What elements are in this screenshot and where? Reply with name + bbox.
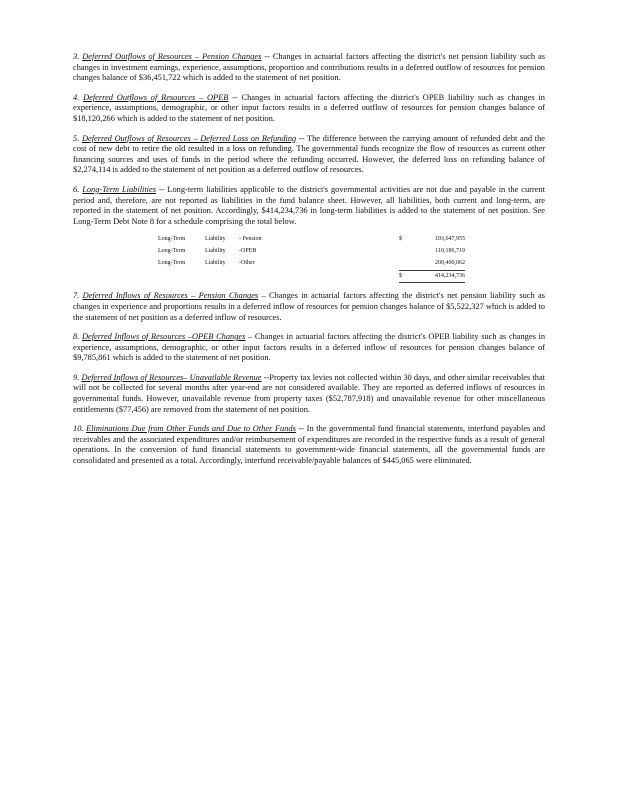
schedule-label: Long-Term <box>158 236 186 243</box>
note-9-body: --Property tax levies not collected within 30 days, and other similar receivables that will not be collected for several months after year-end are not considered available. They are reported as deferred inflows of resources in governmental funds. However, unavailable revenue from property taxes ($52,787,918) and unavailable revenue for other miscellaneous entitlements ($77,456) are removed from the statement of net position. <box>73 372 546 414</box>
total-underline <box>399 282 465 283</box>
note-6-body: -- Long-term liabilities applicable to the district's governmental activities are not due and payable in the current period and, therefore, are not reported as liabilities in the fund balance sheet. However, all liabilities, both current and long-term, are reported in the statement of net position. Accordingly, $414,234,736 in long-term liabilities is added to the statement of net position. See Long-Term Debt Note 8 for a schedule comprising the total below. <box>73 184 545 226</box>
note-6-number: 6. <box>73 184 80 194</box>
note-3-body: -- Changes in actuarial factors affecting the district's net pension liability such as changes in investment earnings, experience, assumptions, proportion and contributions results in a deferred outflow of resources for pension changes balance of $36,451,722 which is added to the statement of net position. <box>73 52 545 83</box>
note-8-heading: Deferred Inflows of Resources –OPEB Changes <box>81 332 246 342</box>
note-10-heading: Eliminations Due from Other Funds and Due to Other Funds <box>86 424 296 434</box>
schedule-amount: 103,647,955 <box>435 236 465 243</box>
schedule-label: Liability <box>205 248 226 255</box>
note-10-number: 10. <box>73 424 84 434</box>
note-4-body: -- Changes in actuarial factors affecting the district's OPEB liability such as changes in experience, assumptions, demographic, or other input factors results in a deferred outflow of resources for pension changes balance of $18,120,266 which is added to the statement of net position. <box>73 92 545 123</box>
schedule-label: - Pension <box>239 236 262 243</box>
note-4-heading: Deferred Outflows of Resources – OPEB <box>83 92 229 102</box>
note-7-body: – Changes in actuarial factors affecting the district's net pension liability such as changes in experience and proportions results in a deferred inflow of resources for pension changes balance of $5,522,327 which is added to the statement of net position as a deferred inflow of resources. <box>73 291 546 322</box>
note-6-paragraph <box>73 185 545 227</box>
schedule-currency: $ <box>399 236 402 243</box>
note-9-heading: Deferred Inflows of Resources– Unavailable Revenue <box>81 372 262 382</box>
note-5-body: -- The difference between the carrying amount of refunded debt and the cost of new debt to retire the old resulted in a loss on refunding. The governmental funds recognize the flow of resources as current other financing sources and uses of funds in the period where the refunding occurred. However, the deferred loss on refunding balance of $2,274,114 is added to the statement of net position as a deferred outflow of resources. <box>73 133 545 175</box>
note-7-paragraph <box>73 291 545 323</box>
note-4-number: 4. <box>73 92 80 102</box>
note-10-paragraph <box>73 424 545 466</box>
schedule-row <box>73 235 545 244</box>
note-10-body: -- In the governmental fund financial statements, interfund payables and receivables and the associated expenditures and/or reimbursement of expenditures are recorded in the respective funds as a result of general operations. In the conversion of fund financial statements to government-wide financial statements, all the governmental funds are consolidated and presented as a total. Accordingly, interfund receivable/payable balances of $445,065 were eliminated. <box>73 424 546 466</box>
note-6-heading: Long-Term Liabilities <box>82 184 156 194</box>
total-rule <box>399 270 465 271</box>
note-3-heading: Deferred Outflows of Resources – Pension Changes <box>82 52 262 61</box>
note-9-number: 9. <box>73 372 80 382</box>
schedule-currency: $ <box>399 273 402 280</box>
note-5-paragraph <box>73 134 545 176</box>
note-8-paragraph <box>73 332 545 364</box>
schedule-label: -Other <box>239 260 255 267</box>
schedule-label: Long-Term <box>158 248 186 255</box>
schedule-total-row <box>73 272 545 281</box>
schedule-amount: 200,400,062 <box>435 260 465 267</box>
note-5-heading: Deferred Outflows of Resources – Deferred Loss on Refunding <box>81 133 297 143</box>
schedule-label: Long-Term <box>158 260 186 267</box>
schedule-row <box>73 247 545 256</box>
note-8-body: – Changes in actuarial factors affecting the district's OPEB liability such as changes in experience, assumptions, demographic, or other input factors results in a deferred inflow of resources for pension changes balance of $9,785,861 which is added to the statement of net position. <box>73 332 546 363</box>
schedule-amount: 110,186,719 <box>435 248 465 255</box>
note-8-number: 8. <box>73 332 80 342</box>
schedule-label: Liability <box>205 260 226 267</box>
note-4-paragraph <box>73 93 545 125</box>
schedule-row <box>73 259 545 268</box>
document-page <box>73 52 545 467</box>
note-7-heading: Deferred Inflows of Resources – Pension Changes <box>82 291 259 301</box>
schedule-label: -OPEB <box>239 248 257 255</box>
note-3-number: 3. <box>73 52 80 61</box>
long-term-liability-schedule <box>73 235 545 285</box>
note-7-number: 7. <box>73 291 80 301</box>
note-5-number: 5. <box>73 133 80 143</box>
schedule-label: Liability <box>205 236 226 243</box>
schedule-total-amount: 414,234,736 <box>435 273 465 280</box>
note-9-paragraph <box>73 373 545 415</box>
note-3-paragraph <box>73 52 545 84</box>
